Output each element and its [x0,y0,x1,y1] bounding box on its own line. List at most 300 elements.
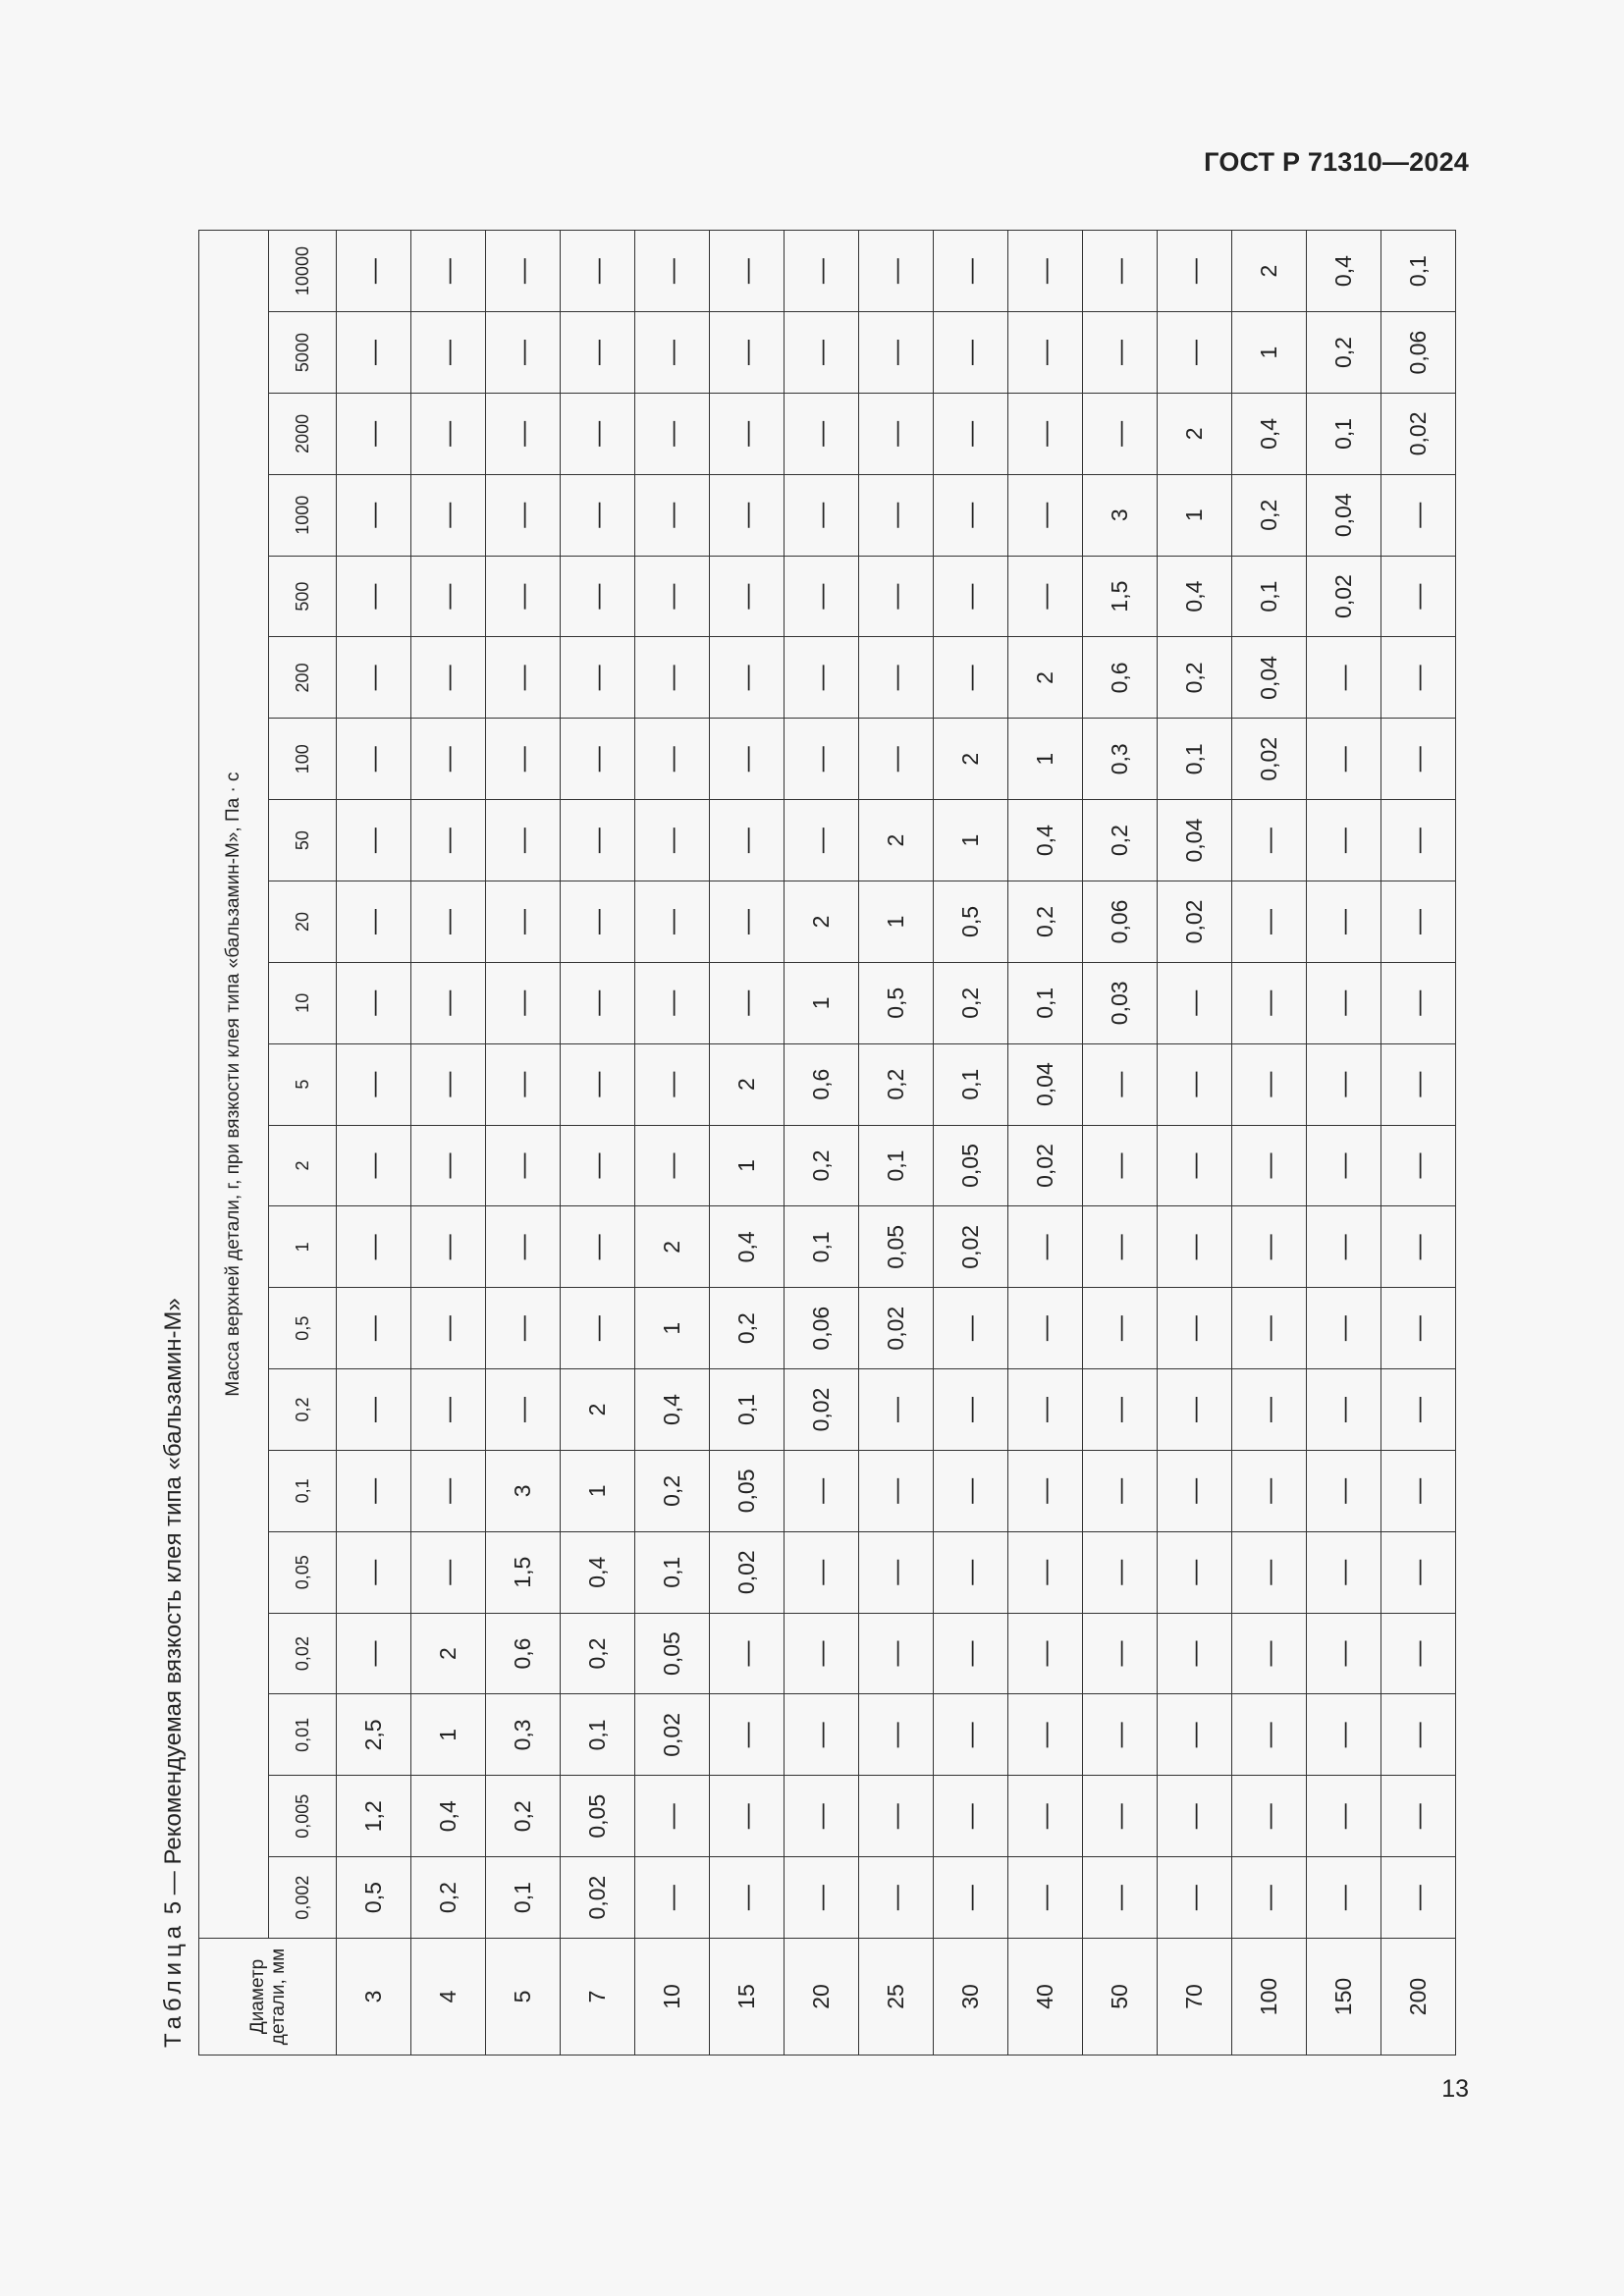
mass-cell: — [1158,1288,1232,1369]
mass-cell: — [1381,1125,1456,1206]
mass-cell: — [859,1531,934,1613]
mass-cell: — [337,881,411,963]
mass-cell: — [635,719,710,800]
mass-cell: — [785,474,859,556]
mass-cell: — [635,556,710,637]
mass-cell: — [934,393,1008,474]
mass-cell: — [710,1694,785,1776]
mass-cell: — [486,1206,561,1288]
mass-cell: 0,06 [1083,881,1158,963]
mass-cell: — [1307,1531,1381,1613]
mass-cell: — [785,1531,859,1613]
mass-cell: 1 [411,1694,486,1776]
mass-cell: — [411,1450,486,1531]
mass-cell: 0,5 [859,962,934,1043]
mass-cell: — [486,637,561,719]
mass-cell: — [1083,1125,1158,1206]
mass-cell: — [561,1206,635,1288]
mass-cell: — [934,1531,1008,1613]
mass-cell: — [1307,1450,1381,1531]
mass-cell: — [1008,1776,1083,1857]
mass-cell: — [1083,393,1158,474]
mass-cell: — [859,312,934,394]
viscosity-table [198,230,1456,2056]
mass-cell: — [934,1369,1008,1451]
mass-cell: — [635,1857,710,1939]
document-code: ГОСТ Р 71310—2024 [1204,147,1469,177]
mass-cell: — [337,474,411,556]
mass-cell: — [1158,1531,1232,1613]
mass-cell: — [934,231,1008,312]
mass-cell: — [337,1369,411,1451]
mass-cell: — [561,556,635,637]
mass-cell: — [337,800,411,881]
viscosity-header-cell: 10000 [269,231,337,312]
diameter-cell: 20 [785,1939,859,2056]
viscosity-header-cell: 5000 [269,312,337,394]
mass-cell: 3 [1083,474,1158,556]
mass-cell: 0,6 [486,1613,561,1694]
mass-cell: — [1381,719,1456,800]
mass-cell: — [561,312,635,394]
diameter-cell: 7 [561,1939,635,2056]
mass-cell: — [1381,637,1456,719]
mass-cell: 0,4 [635,1369,710,1451]
caption-text: 5 — Рекомендуемая вязкость клея типа «бальзамин-М» [160,1298,187,1915]
mass-cell: 1 [561,1450,635,1531]
mass-cell: — [1232,1857,1307,1939]
mass-cell: — [337,1531,411,1613]
table-row [859,231,934,2056]
mass-cell: — [561,393,635,474]
mass-cell: — [1083,1613,1158,1694]
mass-cell: 0,2 [411,1857,486,1939]
mass-cell: — [859,1450,934,1531]
mass-cell: 0,02 [1232,719,1307,800]
viscosity-header-cell: 10 [269,962,337,1043]
viscosity-header-cell: 1 [269,1206,337,1288]
mass-cell: — [1381,962,1456,1043]
mass-cell: — [1381,1450,1456,1531]
mass-cell: 2 [411,1613,486,1694]
mass-cell: 0,05 [934,1125,1008,1206]
mass-cell: 0,1 [710,1369,785,1451]
mass-cell: 1,5 [1083,556,1158,637]
mass-cell: 0,2 [859,1043,934,1125]
mass-cell: — [785,637,859,719]
mass-cell: 0,02 [859,1288,934,1369]
table-row [337,231,411,2056]
viscosity-header-cell: 200 [269,637,337,719]
mass-cell: — [934,556,1008,637]
mass-cell: — [1083,1531,1158,1613]
mass-cell: — [859,231,934,312]
viscosity-header-cell: 0,005 [269,1776,337,1857]
mass-cell: 2 [1232,231,1307,312]
mass-viscosity-header: Масса верхней детали, г, при вязкости клея типа «бальзамин-М», Па · с [199,231,269,1939]
mass-cell: — [785,1450,859,1531]
mass-cell: — [411,1206,486,1288]
mass-cell: 0,04 [1008,1043,1083,1125]
mass-cell: 1 [785,962,859,1043]
mass-cell: — [934,1288,1008,1369]
mass-cell: 2 [859,800,934,881]
mass-cell: — [710,1613,785,1694]
mass-cell: 1 [934,800,1008,881]
mass-cell: — [411,1043,486,1125]
mass-cell: — [561,231,635,312]
mass-cell: 0,2 [1232,474,1307,556]
mass-cell: — [635,962,710,1043]
mass-cell: — [635,312,710,394]
diameter-cell: 40 [1008,1939,1083,2056]
mass-cell: 0,4 [1008,800,1083,881]
mass-cell: 0,02 [1307,556,1381,637]
mass-cell: — [486,312,561,394]
mass-cell: — [337,1613,411,1694]
diameter-cell: 4 [411,1939,486,2056]
mass-cell: — [1008,1450,1083,1531]
mass-cell: 0,2 [1307,312,1381,394]
mass-cell: 0,2 [710,1288,785,1369]
mass-cell: 0,1 [1158,719,1232,800]
mass-cell: — [710,231,785,312]
mass-cell: — [1158,1613,1232,1694]
mass-cell: 2 [1158,393,1232,474]
mass-cell: — [1008,1857,1083,1939]
table-row [1083,231,1158,2056]
mass-cell: — [337,1206,411,1288]
mass-cell: 0,4 [1307,231,1381,312]
table-row [486,231,561,2056]
mass-cell: 1 [859,881,934,963]
mass-cell: — [785,1694,859,1776]
table-row [785,231,859,2056]
mass-cell: — [561,1288,635,1369]
viscosity-header-cell: 0,02 [269,1613,337,1694]
mass-cell: 0,06 [1381,312,1456,394]
mass-cell: 2 [635,1206,710,1288]
mass-cell: — [710,881,785,963]
mass-cell: — [411,719,486,800]
mass-cell: — [1307,1043,1381,1125]
mass-cell: 1 [635,1288,710,1369]
mass-cell: — [1158,1043,1232,1125]
mass-cell: 0,05 [710,1450,785,1531]
mass-cell: — [1232,1694,1307,1776]
mass-cell: — [1232,881,1307,963]
viscosity-header-cell: 5 [269,1043,337,1125]
mass-cell: 2 [785,881,859,963]
mass-cell: — [859,637,934,719]
mass-cell: — [1008,1694,1083,1776]
mass-cell: — [1158,962,1232,1043]
mass-cell: — [785,800,859,881]
viscosity-header-cell: 0,5 [269,1288,337,1369]
mass-cell: 1 [1158,474,1232,556]
mass-cell: — [859,719,934,800]
mass-cell: — [785,1857,859,1939]
mass-cell: — [710,962,785,1043]
mass-cell: — [859,1613,934,1694]
mass-cell: — [486,1125,561,1206]
mass-cell: — [411,1531,486,1613]
viscosity-header-cell: 0,05 [269,1531,337,1613]
mass-cell: — [486,1369,561,1451]
viscosity-header-cell: 100 [269,719,337,800]
mass-cell: — [337,1043,411,1125]
mass-cell: — [934,1613,1008,1694]
mass-cell: — [710,474,785,556]
mass-cell: 0,1 [1008,962,1083,1043]
mass-cell: 0,06 [785,1288,859,1369]
viscosity-header-cell: 500 [269,556,337,637]
mass-cell: — [785,393,859,474]
table-caption [149,230,198,2056]
mass-cell: 0,2 [635,1450,710,1531]
diameter-cell: 30 [934,1939,1008,2056]
mass-cell: — [1083,1369,1158,1451]
mass-cell: — [710,637,785,719]
mass-cell: — [1232,1125,1307,1206]
diameter-header: Диаметр детали, мм [199,1939,337,2056]
mass-cell: — [486,474,561,556]
mass-cell: — [785,719,859,800]
mass-cell: — [1307,1288,1381,1369]
mass-cell: — [1008,1613,1083,1694]
mass-cell: — [1232,1450,1307,1531]
mass-cell: — [1083,312,1158,394]
mass-cell: 0,2 [1158,637,1232,719]
mass-cell: — [1307,1694,1381,1776]
mass-cell: — [411,962,486,1043]
viscosity-header-cell: 2 [269,1125,337,1206]
mass-cell: — [1307,719,1381,800]
mass-cell: 0,2 [934,962,1008,1043]
mass-cell: — [337,962,411,1043]
diameter-cell: 200 [1381,1939,1456,2056]
diameter-cell: 150 [1307,1939,1381,2056]
mass-cell: 0,2 [486,1776,561,1857]
mass-cell: — [1158,1857,1232,1939]
mass-cell: — [337,1125,411,1206]
mass-cell: — [1381,1776,1456,1857]
mass-cell: — [411,881,486,963]
diameter-cell: 10 [635,1939,710,2056]
viscosity-header-cell: 0,002 [269,1857,337,1939]
mass-cell: — [1232,962,1307,1043]
diameter-cell: 70 [1158,1939,1232,2056]
mass-cell: 0,1 [859,1125,934,1206]
mass-cell: — [785,1776,859,1857]
mass-cell: — [1232,1206,1307,1288]
mass-cell: — [785,556,859,637]
mass-cell: — [1381,1531,1456,1613]
diameter-cell: 50 [1083,1939,1158,2056]
mass-cell: — [1307,1776,1381,1857]
mass-cell: — [1083,231,1158,312]
mass-cell: — [710,800,785,881]
mass-cell: — [1008,556,1083,637]
mass-cell: — [859,1857,934,1939]
mass-cell: — [1232,800,1307,881]
mass-cell: — [1083,1043,1158,1125]
mass-cell: 2,5 [337,1694,411,1776]
table-row [1158,231,1232,2056]
table-row [411,231,486,2056]
mass-cell: — [635,474,710,556]
mass-cell: — [1008,1288,1083,1369]
mass-cell: — [1232,1531,1307,1613]
mass-cell: 2 [561,1369,635,1451]
mass-cell: — [561,881,635,963]
mass-cell: — [337,1450,411,1531]
mass-cell: 0,03 [1083,962,1158,1043]
mass-cell: — [486,1288,561,1369]
mass-cell: — [411,1125,486,1206]
mass-cell: 0,02 [934,1206,1008,1288]
mass-cell: — [1008,1206,1083,1288]
mass-cell: 0,4 [1232,393,1307,474]
page-number: 13 [1441,2075,1469,2103]
mass-cell: — [561,1125,635,1206]
mass-cell: — [486,962,561,1043]
mass-cell: — [337,719,411,800]
mass-cell: — [411,393,486,474]
mass-cell: — [635,1043,710,1125]
mass-cell: — [785,312,859,394]
mass-cell: — [1307,1857,1381,1939]
mass-cell: — [411,637,486,719]
table-body [337,231,1456,2056]
mass-cell: — [934,1857,1008,1939]
mass-cell: 0,04 [1307,474,1381,556]
mass-cell: 0,3 [1083,719,1158,800]
mass-cell: 0,04 [1232,637,1307,719]
mass-cell: — [1008,312,1083,394]
viscosity-header-cell: 0,01 [269,1694,337,1776]
table-row [934,231,1008,2056]
mass-cell: — [934,474,1008,556]
mass-cell: — [1008,1531,1083,1613]
table-row [1307,231,1381,2056]
viscosity-header-row [269,231,337,2056]
table-row [635,231,710,2056]
mass-cell: — [1232,1613,1307,1694]
mass-cell: — [337,231,411,312]
mass-cell: — [859,393,934,474]
mass-cell: — [1307,1613,1381,1694]
mass-cell: — [859,1369,934,1451]
mass-cell: — [710,312,785,394]
mass-cell: — [1381,474,1456,556]
mass-cell: 1 [710,1125,785,1206]
mass-cell: — [561,1043,635,1125]
mass-cell: — [635,637,710,719]
table-row [1008,231,1083,2056]
mass-cell: — [1083,1206,1158,1288]
mass-cell: — [486,393,561,474]
viscosity-header-cell: 0,2 [269,1369,337,1451]
mass-cell: 2 [934,719,1008,800]
mass-cell: — [635,231,710,312]
mass-cell: — [1158,1776,1232,1857]
viscosity-header-cell: 2000 [269,393,337,474]
mass-cell: — [337,556,411,637]
mass-cell: — [1232,1288,1307,1369]
table-row [561,231,635,2056]
mass-cell: 0,02 [1381,393,1456,474]
mass-cell: — [1083,1857,1158,1939]
mass-cell: 0,05 [859,1206,934,1288]
mass-cell: 0,02 [635,1694,710,1776]
mass-cell: 0,02 [1008,1125,1083,1206]
rotated-table-block [149,230,1470,2056]
mass-cell: — [486,800,561,881]
mass-cell: — [1158,312,1232,394]
mass-cell: 0,1 [486,1857,561,1939]
mass-cell: — [486,719,561,800]
mass-cell: 2 [1008,637,1083,719]
mass-cell: 0,2 [785,1125,859,1206]
mass-cell: — [635,1776,710,1857]
mass-cell: — [1008,231,1083,312]
mass-cell: 0,1 [635,1531,710,1613]
table-row [1381,231,1456,2056]
mass-cell: — [1381,1857,1456,1939]
mass-cell: 0,1 [785,1206,859,1288]
mass-cell: — [1083,1694,1158,1776]
mass-cell: — [859,1776,934,1857]
mass-cell: — [1158,1125,1232,1206]
mass-cell: 0,5 [337,1857,411,1939]
mass-cell: 0,2 [1008,881,1083,963]
mass-cell: 3 [486,1450,561,1531]
mass-cell: — [710,393,785,474]
mass-cell: — [1158,1694,1232,1776]
mass-cell: — [1232,1043,1307,1125]
mass-cell: 0,6 [785,1043,859,1125]
mass-cell: — [1158,1369,1232,1451]
mass-cell: — [411,800,486,881]
mass-cell: — [561,962,635,1043]
mass-cell: 0,02 [1158,881,1232,963]
mass-cell: — [1307,1369,1381,1451]
mass-cell: 0,1 [1381,231,1456,312]
diameter-cell: 100 [1232,1939,1307,2056]
mass-cell: — [1381,1288,1456,1369]
mass-cell: — [1307,962,1381,1043]
viscosity-header-cell: 1000 [269,474,337,556]
mass-cell: 2 [710,1043,785,1125]
mass-cell: — [1232,1776,1307,1857]
mass-cell: — [1307,1206,1381,1288]
mass-cell: — [934,1450,1008,1531]
mass-cell: — [486,1043,561,1125]
diameter-cell: 5 [486,1939,561,2056]
mass-cell: — [561,474,635,556]
mass-cell: — [635,881,710,963]
mass-cell: 0,1 [1232,556,1307,637]
mass-cell: — [1307,800,1381,881]
mass-cell: — [561,637,635,719]
mass-cell: — [486,556,561,637]
mass-cell: — [1307,881,1381,963]
mass-cell: — [635,393,710,474]
mass-cell: — [859,556,934,637]
mass-cell: 0,1 [561,1694,635,1776]
mass-cell: — [635,800,710,881]
